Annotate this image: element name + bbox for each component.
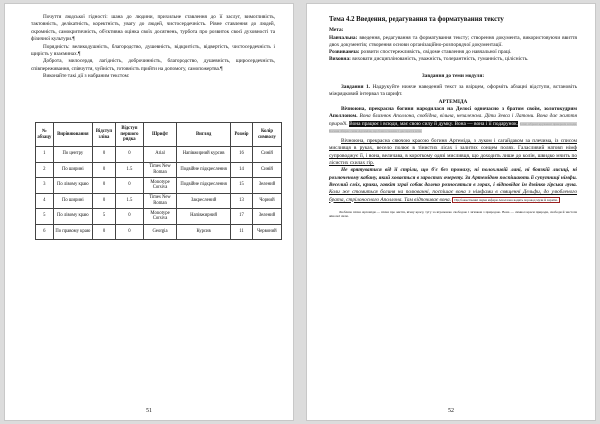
table-cell: По ширині <box>53 162 92 178</box>
para1-dark-highlight: Вона працює і всюди, має свою силу й думку. Вона — вона і її подарунок. <box>349 120 519 127</box>
table-header-cell: Шрифт <box>143 123 176 147</box>
table-cell: По центру <box>53 147 92 163</box>
artemida-heading: АРТЕМІДА <box>438 98 468 105</box>
table-cell: Синій <box>252 147 281 163</box>
table-cell: 0 <box>93 162 116 178</box>
table-cell: Times New Roman <box>143 162 176 178</box>
table-cell: 1.5 <box>115 193 143 209</box>
table-cell: 0 <box>115 209 143 225</box>
table-cell: Зелений <box>252 178 281 194</box>
table-cell: Напівжирний <box>177 209 231 225</box>
left-paragraph-4: Виконайте такі дії з набраним текстом: <box>43 73 130 80</box>
table-row <box>36 224 282 240</box>
table-cell: 1.5 <box>115 162 143 178</box>
page-number: 51 <box>146 408 152 414</box>
table-header-cell: Відступ зліва <box>93 123 116 147</box>
table-row <box>36 147 282 163</box>
table-cell: По лівому краю <box>53 209 92 225</box>
table-cell: По правому краю <box>53 224 92 240</box>
table-cell: Monotype Corsiva <box>143 178 176 194</box>
table-cell: Georgia <box>143 224 176 240</box>
table-cell: 0 <box>115 224 143 240</box>
table-cell: Синій <box>252 162 281 178</box>
table-cell: 4 <box>36 193 54 209</box>
table-cell: Arial <box>143 147 176 163</box>
table-cell: 0 <box>93 178 116 194</box>
table-cell: 17 <box>231 209 253 225</box>
table-cell: 13 <box>231 193 253 209</box>
table-header-cell: Колір символу <box>252 123 281 147</box>
para3-italic: Не врятуватися від її стріли, що б'є без промаху, ні полохливій лані, ні боязкій лисиці, ні розлюченому кабану, який ховається в заростях очерету. За Артемідою поспішають її супутниці німфи. Веселий сміх, крики, гавкіт зграї собак далеко розносяться в горах, і відповідає їм дзвінко гірська луна. <box>329 167 577 188</box>
goal-vih-text: виховати дисциплінованість, уважність, толерантність, гуманність, цілісність. <box>352 56 529 63</box>
table-cell: Зелений <box>252 209 281 225</box>
para1-italic: Вона близнюк Аполлона, свобідна, вільна, незалежна. Діти Зевса і Латони. Вона дає життя природі. <box>329 113 577 127</box>
topic-title: Тема 4.2 Введення, редагування та форматування тексту <box>329 16 504 23</box>
table-cell: Закреслений <box>177 193 231 209</box>
table-cell: 5 <box>93 209 116 225</box>
footnote: Любляча пісня Артеміди — пісня про життя, вічну красу, тугу за втраченою свободою і зв'язком з природою. Вона — символ краси природи, свободи й чистоти жіночої сили. <box>329 209 577 219</box>
table-cell: 6 <box>36 224 54 240</box>
table-cell: Чорний <box>252 193 281 209</box>
task-heading: Завдання до теми модуля: <box>421 72 485 79</box>
table-row <box>36 178 282 194</box>
table-header-row <box>36 123 282 147</box>
goal-edu-label: Навчальна: <box>329 34 358 41</box>
table-header-cell: № абзацу <box>36 123 54 147</box>
table-row <box>36 162 282 178</box>
table-header-cell: Відступ першого рядка <box>115 123 143 147</box>
right-text-block <box>329 16 577 219</box>
table-cell: 0 <box>93 193 116 209</box>
table-row <box>36 209 282 225</box>
table-cell: По лівому краю <box>53 178 92 194</box>
task-label: Завдання 1. <box>341 84 371 91</box>
goal-vih-label: Виховна: <box>329 56 351 63</box>
para1-grey-highlight: Затяг, вбрані кружевні прикраси всюди. Богиня збирає сили Артемізи, що благословляє і дає щастя всім. <box>329 121 578 133</box>
table-cell: Подвійне підкреслення <box>177 178 231 194</box>
table-cell: 14 <box>231 162 253 178</box>
table-cell: 0 <box>93 147 116 163</box>
table-cell: Червоний <box>252 224 281 240</box>
left-paragraph-3: Доброта, милосердя, лагідність, доброчинність, благородство, душевність, щиросердечність, співпереживання, співчуття, чуйність, готовність прийти на допомогу, самопожертва.¶ <box>31 58 275 72</box>
table-cell: 2 <box>36 162 54 178</box>
para3-boxed: Під божественні звуки кіфари Аполлона водять хоровод музи й харити. <box>454 197 558 202</box>
right-page <box>306 3 596 421</box>
goal-dev-label: Розвиваюча: <box>329 49 360 56</box>
table-row <box>36 193 282 209</box>
goal-dev-text: розвити спостережливість, свідоме ставлення до навчальної праці. <box>360 49 512 56</box>
table-cell: Times New Roman <box>143 193 176 209</box>
table-cell: 1 <box>36 147 54 163</box>
table-cell: Подвійне підкреслення <box>177 162 231 178</box>
table-cell: Курсив <box>177 224 231 240</box>
table-cell: По ширині <box>53 193 92 209</box>
para3-tail: Коли же стомиться богиня на полюванні, поспішає вона з німфами в священні Дельфи, до улюбленого брата, стрілоносного Аполлона. Там відпочиває вона. <box>329 189 577 203</box>
table-cell: 0 <box>115 178 143 194</box>
table-cell: 0 <box>115 147 143 163</box>
table-cell: 15 <box>231 178 253 194</box>
para2: Вічноюна, прекрасна сяючою красою богиня Артеміда, з луком і сагайдаком за плечима, із списом мисливця в руках, весело полює в тінистих лісах і залитих сонцем полях. Галасливий натовп німф супроводжує її, і вона, величава, в короткому одязі мисливця, що доходить лише до колін, швидко мчить по лісистих схилах гір. <box>329 138 577 167</box>
page-number: 52 <box>448 408 454 414</box>
table-cell: 11 <box>231 224 253 240</box>
table-body <box>36 147 282 240</box>
left-text-block <box>31 14 275 81</box>
task-text: Надрукуйте нижче наведений текст за взірцем, оформіть абзацні відступи, встановіть міжрядковий інтервал та шрифт. <box>329 84 577 98</box>
left-paragraph-2: Порядність: великодушність, благородство, душевність, відкритість, відвертість, чистосердечність і щирість у взаєминах.¶ <box>31 43 275 58</box>
table-cell: Monotype Corsiva <box>143 209 176 225</box>
left-paragraph-1: Почуття людської гідності: шана до людини, прихильне ставлення до її заслуг, вимогливість, тактовність, делікатність, коректність, увагу до людей, чистосердечність. Рівне ставлення до людей, скромність, самокритичність, об'єктивна оцінка своїх досягнень, турбота про розвиток своєї духовності та фізичної культури.¶ <box>31 14 275 43</box>
left-page <box>4 3 294 421</box>
goal-edu-text: введення, редагування та форматування тексту; створення документа, використовуючи ввиття двох документів; створення основи організаційно-розпорядчої документації. <box>329 34 577 48</box>
table-header-cell: Вирівнювання <box>53 123 92 147</box>
table-cell: Напівжирний курсив <box>177 147 231 163</box>
goal-label: Мета: <box>329 27 344 34</box>
table-header-cell: Розмір <box>231 123 253 147</box>
table-cell: 0 <box>93 224 116 240</box>
formatting-table <box>35 122 282 240</box>
table-header-cell: Вигляд <box>177 123 231 147</box>
table-cell: 5 <box>36 209 54 225</box>
table-cell: 16 <box>231 147 253 163</box>
para1-bold: Вічноюна, прекрасна богиня народилася на Делосі одночасно з братом своїм, золотокудрим Аполлоном. <box>329 105 577 120</box>
table-cell: 3 <box>36 178 54 194</box>
